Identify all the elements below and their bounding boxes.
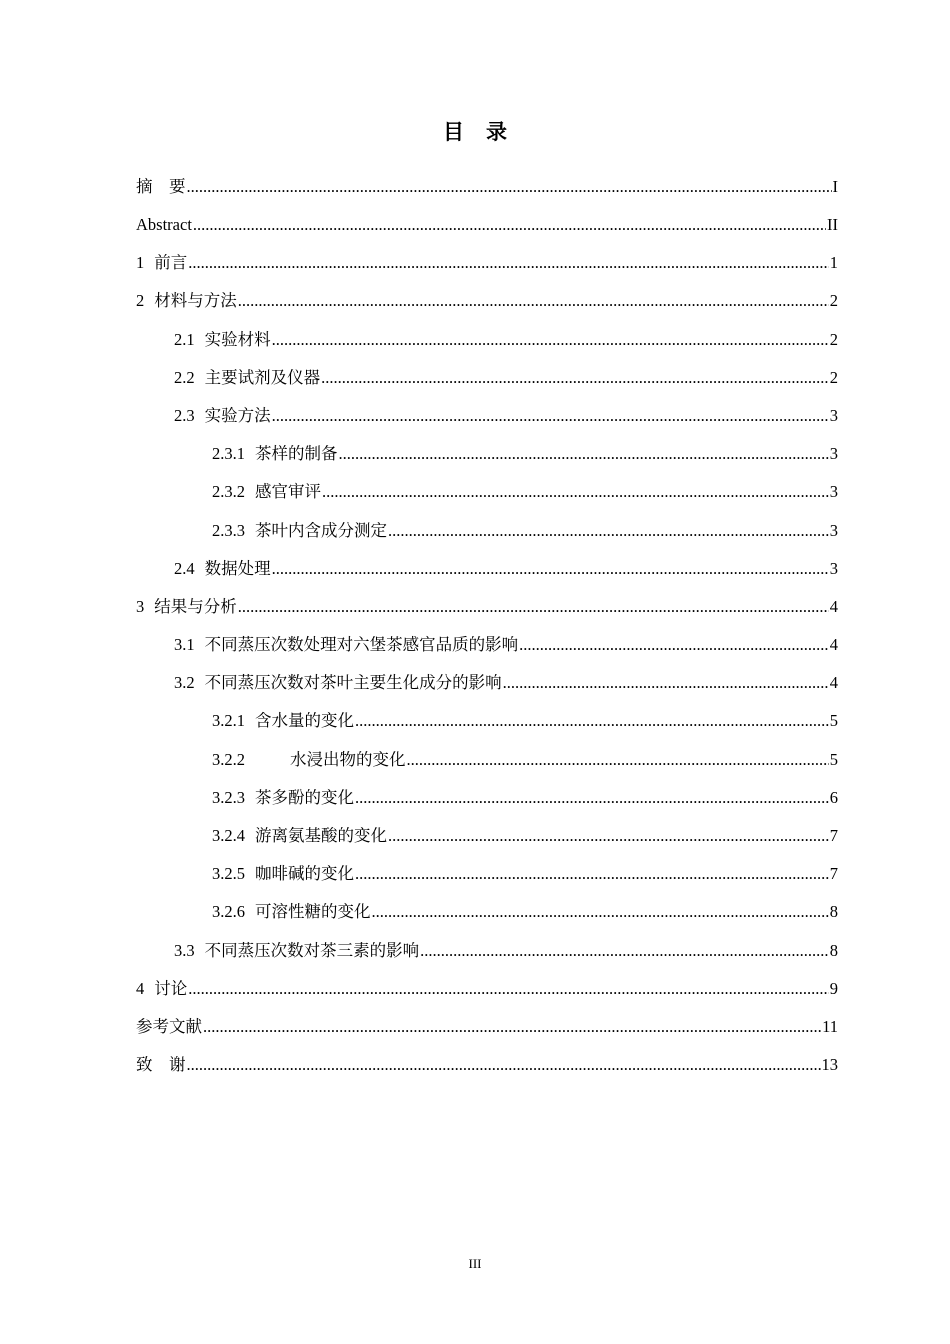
- toc-entry[interactable]: [136, 703, 838, 741]
- toc-entry-title: 讨论: [154, 978, 188, 998]
- toc-entry-title: 主要试剂及仪器: [204, 367, 321, 387]
- toc-entry-page: 8: [829, 902, 838, 922]
- toc-entry-title: 不同蒸压次数处理对六堡茶感官品质的影响: [204, 635, 519, 655]
- toc-title: [0, 116, 950, 146]
- toc-entry-page: 4: [829, 635, 838, 655]
- toc-entry[interactable]: [136, 626, 838, 664]
- toc-entry[interactable]: [136, 741, 838, 779]
- toc-dot-leader: [203, 1019, 821, 1036]
- toc-dot-leader: [321, 370, 829, 387]
- toc-entry[interactable]: [136, 550, 838, 588]
- toc-entry-number: 3.3: [174, 940, 195, 960]
- toc-entry-title: 含水量的变化: [255, 711, 354, 731]
- toc-entry-number: 3.2.1: [212, 711, 245, 731]
- toc-entry-page: 2: [829, 367, 838, 387]
- toc-entry-number: 2.2: [174, 367, 195, 387]
- toc-entry-title: 不同蒸压次数对茶三素的影响: [204, 940, 420, 960]
- toc-entry-title: 参考文献: [136, 1016, 202, 1036]
- toc-entry-number: 3.2: [174, 673, 195, 693]
- toc-entry-number: 3.2.2: [212, 749, 245, 769]
- toc-entry-number: 2.3.3: [212, 520, 245, 540]
- toc-entry-number: 2.3: [174, 405, 195, 425]
- toc-entry-number: 2.3.1: [212, 444, 245, 464]
- toc-dot-leader: [188, 981, 829, 998]
- toc-entry[interactable]: [136, 970, 838, 1008]
- footer-page-number: III: [468, 1256, 482, 1271]
- toc-dot-leader: [187, 1057, 821, 1074]
- toc-entry-title: 可溶性糖的变化: [255, 902, 371, 922]
- toc-dot-leader: [519, 637, 829, 654]
- toc-entry-title: 不同蒸压次数对茶叶主要生化成分的影响: [204, 673, 502, 693]
- toc-entry-number: 3.2.3: [212, 787, 245, 807]
- toc-entry-page: 3: [829, 482, 838, 502]
- toc-entry-number: 2.4: [174, 558, 195, 578]
- toc-entry-title: 茶叶内含成分测定: [255, 520, 387, 540]
- toc-entry-title: 茶样的制备: [255, 444, 338, 464]
- toc-entry-page: 3: [829, 405, 838, 425]
- toc-entry-page: 4: [829, 596, 838, 616]
- toc-entry-number: 3.2.6: [212, 902, 245, 922]
- toc-entry[interactable]: [136, 435, 838, 473]
- toc-entry-page: 7: [829, 826, 838, 846]
- toc-entry[interactable]: [136, 664, 838, 702]
- toc-entry-title: 实验方法: [204, 405, 271, 425]
- toc-entry-number: 3.1: [174, 635, 195, 655]
- toc-entry-title: 游离氨基酸的变化: [255, 826, 387, 846]
- toc-entry-page: II: [827, 215, 838, 235]
- toc-entry[interactable]: [136, 588, 838, 626]
- toc-entry-page: 8: [829, 940, 838, 960]
- toc-dot-leader: [372, 904, 829, 921]
- toc-dot-leader: [187, 179, 832, 196]
- toc-entry-title: 茶多酚的变化: [255, 787, 354, 807]
- toc-dot-leader: [355, 713, 829, 730]
- toc-entry[interactable]: [136, 359, 838, 397]
- toc-entry-number: 4: [136, 978, 145, 998]
- toc-dot-leader: [193, 217, 826, 234]
- toc-entry-page: 2: [829, 291, 838, 311]
- toc-entry-number: 2: [136, 291, 145, 311]
- toc-entry-title: 感官审评: [255, 482, 321, 502]
- toc-entry-page: 11: [822, 1016, 838, 1036]
- toc-dot-leader: [388, 828, 829, 845]
- toc-dot-leader: [388, 523, 829, 540]
- toc-entry[interactable]: [136, 474, 838, 512]
- toc-entry[interactable]: [136, 1046, 838, 1084]
- toc-dot-leader: [339, 446, 829, 463]
- toc-entry-page: 4: [829, 673, 838, 693]
- toc-entry-page: 9: [829, 978, 838, 998]
- toc-entry-page: 7: [829, 864, 838, 884]
- toc-dot-leader: [503, 675, 829, 692]
- toc-entry-page: 3: [829, 558, 838, 578]
- toc-title-second-char: 录: [486, 120, 507, 144]
- toc-entry[interactable]: [136, 512, 838, 550]
- toc-entry-title: 结果与分析: [154, 596, 237, 616]
- toc-title-first-char: 目: [443, 120, 464, 144]
- toc-entry-page: 2: [829, 329, 838, 349]
- toc-entry-title: 数据处理: [204, 558, 271, 578]
- toc-entry-number: 2.3.2: [212, 482, 245, 502]
- toc-entry-page: 1: [829, 253, 838, 273]
- toc-entry[interactable]: [136, 855, 838, 893]
- toc-list: [136, 168, 838, 1085]
- toc-dot-leader: [238, 599, 829, 616]
- toc-entry-page: 3: [829, 520, 838, 540]
- toc-entry-title: 材料与方法: [154, 291, 237, 311]
- toc-entry-title: 水浸出物的变化: [290, 749, 406, 769]
- toc-dot-leader: [272, 561, 829, 578]
- toc-entry[interactable]: [136, 932, 838, 970]
- toc-entry[interactable]: [136, 817, 838, 855]
- toc-entry-page: 13: [821, 1055, 838, 1075]
- toc-entry-title: 摘 要: [136, 176, 186, 196]
- toc-entry[interactable]: [136, 168, 838, 206]
- toc-dot-leader: [238, 293, 829, 310]
- toc-entry[interactable]: [136, 283, 838, 321]
- toc-dot-leader: [407, 752, 829, 769]
- toc-entry[interactable]: [136, 321, 838, 359]
- toc-dot-leader: [272, 332, 829, 349]
- toc-dot-leader: [355, 866, 829, 883]
- toc-entry-page: 5: [829, 749, 838, 769]
- toc-entry[interactable]: [136, 244, 838, 282]
- toc-entry-number: 1: [136, 253, 145, 273]
- toc-entry-title: 前言: [154, 253, 188, 273]
- toc-entry-page: 6: [829, 787, 838, 807]
- toc-entry-page: 5: [829, 711, 838, 731]
- toc-entry-number: 3: [136, 596, 145, 616]
- toc-entry-number: 3.2.4: [212, 826, 245, 846]
- toc-entry-title: Abstract: [136, 215, 192, 235]
- toc-entry-page: I: [832, 176, 838, 196]
- toc-dot-leader: [272, 408, 829, 425]
- toc-entry[interactable]: [136, 1008, 838, 1046]
- toc-entry-number: 3.2.5: [212, 864, 245, 884]
- toc-entry[interactable]: [136, 894, 838, 932]
- toc-entry-page: 3: [829, 444, 838, 464]
- toc-dot-leader: [188, 255, 829, 272]
- toc-entry-title: 致 谢: [136, 1055, 186, 1075]
- toc-dot-leader: [355, 790, 829, 807]
- toc-dot-leader: [322, 484, 829, 501]
- toc-entry[interactable]: [136, 206, 838, 244]
- toc-entry[interactable]: [136, 779, 838, 817]
- toc-entry-title: 咖啡碱的变化: [255, 864, 354, 884]
- toc-entry[interactable]: [136, 397, 838, 435]
- toc-entry-number: 2.1: [174, 329, 195, 349]
- toc-entry-title: 实验材料: [204, 329, 271, 349]
- toc-dot-leader: [420, 943, 829, 960]
